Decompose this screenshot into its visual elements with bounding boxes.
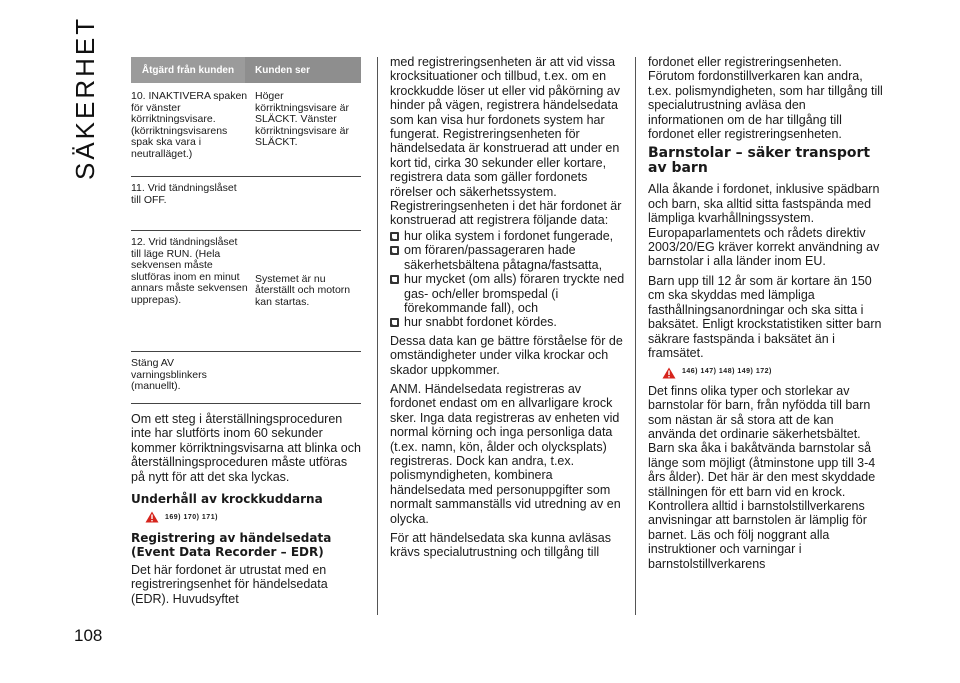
table-cell-feedback: Höger körriktningsvisare är SLÄCKT. Vänster körriktningsvisare är SLÄCKT.: [255, 90, 349, 148]
edr-description: med registreringsenheten är att vid vissa krocksituationer och tillbud, t.ex. om en krockkudde löser ut eller vid påkörning av hinder på vägen, registrera händelsedata som kan visa hur fordonets system har fungerat. Registreringsenheten för händelsedata är konstruerad att under en kort tid, cirka 30 sekunder eller kortare, registrera data som gäller fordonets rörelser och säkerhetssystem. Registreringsenheten i det här fordonet är konstruerad att registrera följande data:: [390, 55, 622, 228]
edr-note: ANM. Händelsedata registreras av fordonet endast om en allvarligare krock sker. Inga data registreras av enheten vid normal körning och inga personliga data (t.ex. namn, kön, ålder och olycksplats) registreras. Dock kan andra, t.ex. polismyndigheten, kombinera händelsedata med personuppgifter som normalt sammanställs vid utredning av en olycka.: [390, 381, 621, 526]
child-seat-intro: Alla åkande i fordonet, inklusive spädbarn och barn, ska alltid sitta fastspända med lämpliga kvarhållningssystem. Europaparlamentets och rådets direktiv 2003/20/EG kräver korrekt användning av barnstolar i alla länder inom EU.: [648, 182, 880, 269]
edr-access: För att händelsedata ska kunna avläsas krävs specialutrustning och tillgång till: [390, 531, 611, 560]
table-header-feedback: Kunden ser: [245, 57, 361, 83]
column-divider-2: [635, 57, 636, 615]
bullet-icon: [390, 318, 399, 327]
column-divider-1: [377, 57, 378, 615]
edr-purpose: Dessa data kan ge bättre förståelse för de omständigheter under vilka krockar och skador uppkommer.: [390, 333, 623, 377]
table-row: [131, 231, 361, 352]
warning-reference: [662, 365, 884, 379]
table-row: [131, 83, 361, 177]
list-item: om föraren/passageraren hade säkerhetsbältena påtagna/fastsatta,: [390, 243, 626, 272]
bullet-icon: [390, 232, 399, 241]
edr-data-list: [390, 229, 626, 330]
airbag-maintenance-heading: Underhåll av krockkuddarna: [131, 492, 323, 507]
table-cell-feedback: [255, 358, 361, 397]
table-row: [131, 177, 361, 231]
table-row: [131, 352, 361, 404]
table-header: [131, 57, 361, 83]
table-cell-feedback: Systemet är nu återställt och motorn kan startas.: [255, 272, 351, 308]
page-number: 108: [74, 626, 103, 645]
warning-triangle-icon: [145, 511, 159, 523]
bullet-icon: [390, 275, 399, 284]
child-seat-types: Det finns olika typer och storlekar av barnstolar för barn, från nyfödda till barn som nästan är så stora att de kan använda det ordinarie säkerhetsbältet. Barn ska åka i bakåtvända barnstolar så länge som möjligt (åtminstone upp till 3-4 års ålder). Det här är den mest skyddade ställningen för ett barn vid en krock. Kontrollera alltid i barnstolstillverkarens anvisningar att barnstolen är lämplig för barnet. Läs och följ noggrant alla instruktioner och varningar i barnstolstillverkarens: [648, 383, 876, 571]
table-cell-action: 10. INAKTIVERA spaken för vänster körriktningsvisare. (körriktningsvisarens spak ska vara i neutralläget.): [131, 90, 248, 160]
warning-refs: 146) 147) 148) 149) 172): [682, 368, 772, 376]
warning-refs: 169) 170) 171): [165, 513, 218, 521]
child-seat-heading: Barnstolar – säker transport av barn: [648, 145, 871, 177]
bullet-icon: [390, 246, 399, 255]
section-side-title: SÄKERHET: [70, 15, 100, 180]
warning-reference: [145, 511, 361, 523]
edr-heading: Registrering av händelsedata (Event Data Recorder – EDR): [131, 531, 332, 560]
column-3: [648, 55, 884, 576]
table-cell-feedback: [255, 183, 361, 224]
child-seat-rear: Barn upp till 12 år som är kortare än 150 cm ska skyddas med lämpliga fasthållningsanordningar och ska sitta i baksätet. Enligt krockstatistiken sitter barn säkrare fastspända i baksätet än i framsätet.: [648, 273, 882, 360]
edr-access-continued: fordonet eller registreringsenheten. Förutom fordonstillverkaren kan andra, t.ex. polismyndigheten, som har tillgång till specialutrustning avläsa den informationen om de har tillgång till fordonet eller registreringsenheten.: [648, 55, 883, 142]
list-item: hur snabbt fordonet kördes.: [390, 315, 626, 329]
warning-triangle-icon: [662, 367, 676, 379]
column-2: [390, 55, 626, 565]
table-header-action: Åtgärd från kunden: [141, 64, 235, 76]
reset-procedure-note: Om ett steg i återställningsproceduren inte har slutförts inom 60 sekunder kommer körriktningsvisarna att blinka och återställningsproceduren måste utföras på nytt för att det ska lyckas.: [131, 412, 361, 484]
column-1: [131, 57, 361, 606]
edr-intro: Det här fordonet är utrustat med en registreringsenhet för händelsedata (EDR). Huvudsyftet: [131, 563, 328, 606]
table-cell-action: 12. Vrid tändningslåset till läge RUN. (Hela sekvensen måste slutföras inom en minut annars måste sekvensen upprepas).: [131, 236, 248, 306]
list-item: hur olika system i fordonet fungerade,: [390, 229, 626, 243]
table-cell-action: 11. Vrid tändningslåset till OFF.: [131, 182, 237, 206]
table-cell-action: Stäng AV varningsblinkers (manuellt).: [131, 357, 207, 392]
list-item: hur mycket (om alls) föraren tryckte ned gas- och/eller bromspedal (i förekommande fall), och: [390, 272, 626, 315]
